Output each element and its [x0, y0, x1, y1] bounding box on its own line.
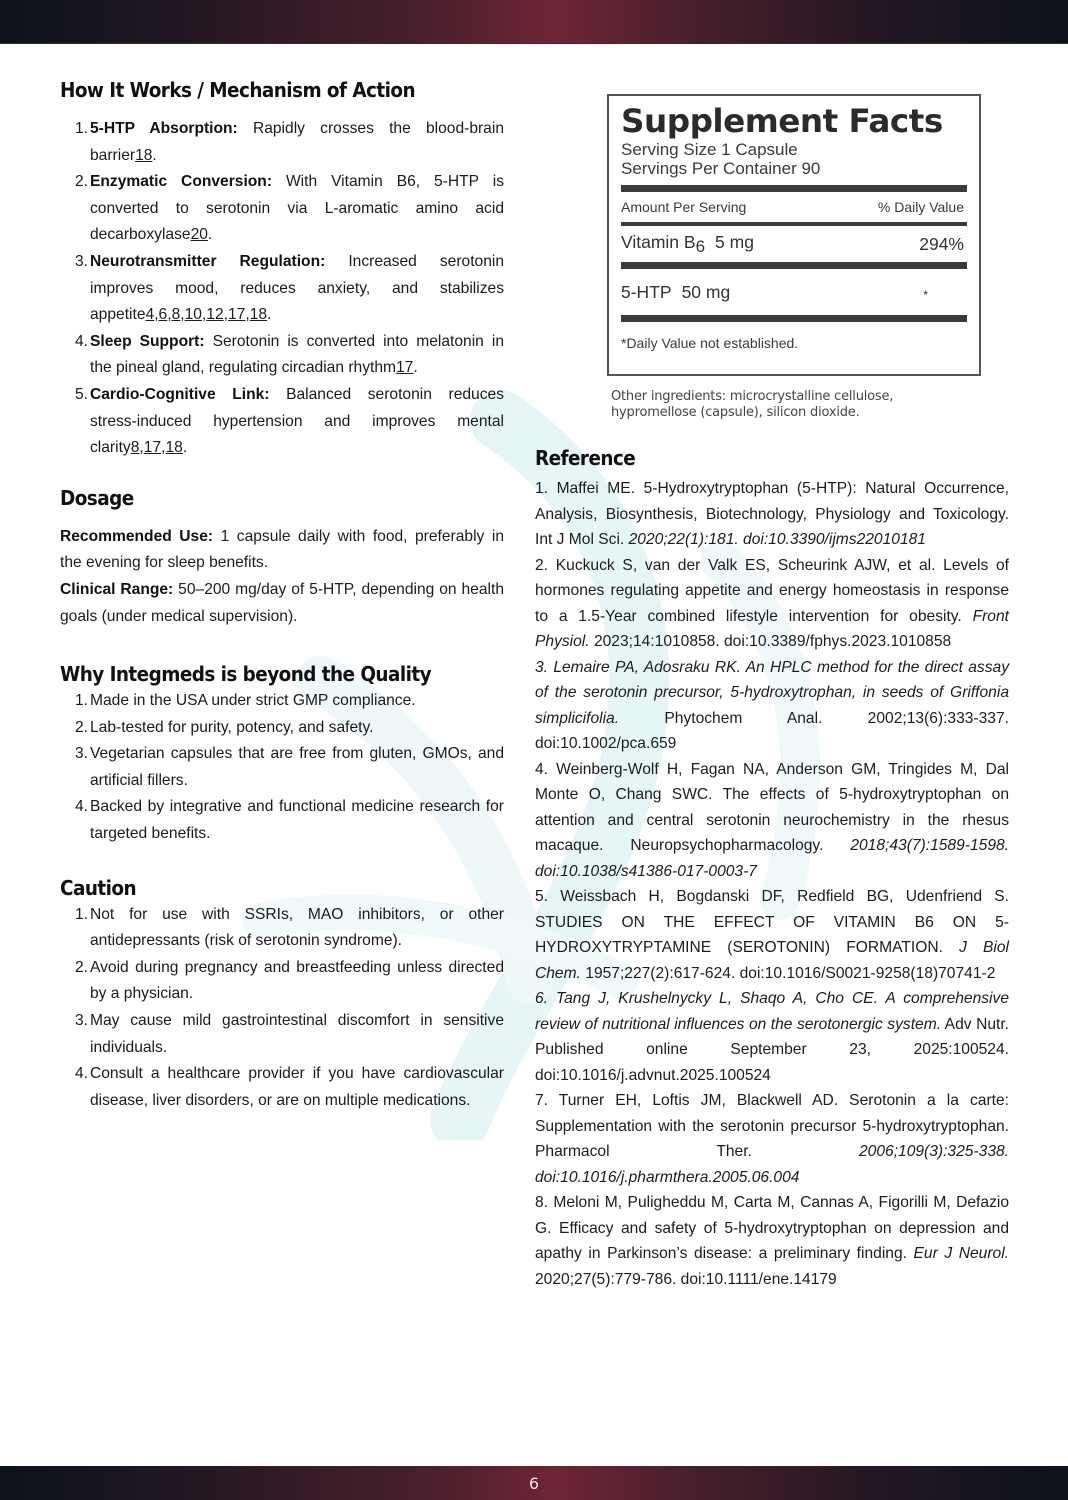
caution-item: [60, 955, 504, 1008]
item-number: 3.: [75, 252, 89, 270]
item-number: 4.: [75, 798, 89, 816]
dosage-section: [60, 486, 504, 630]
nutrient-amount: 50 mg: [681, 281, 731, 302]
item-number: 1.: [75, 692, 89, 710]
facts-title: Supplement Facts: [621, 102, 943, 140]
ref-italic: 2020;22(1):181. doi:10.3390/ijms22010181: [628, 531, 926, 548]
item-label: Neurotransmitter Regulation:: [90, 252, 326, 270]
ref-text: 2020;27(5):779-786. doi:10.1111/ene.14179: [535, 1270, 837, 1288]
why-item: [60, 688, 504, 715]
citation-link[interactable]: 17: [143, 439, 162, 457]
mechanism-item: 5. Cardio-Cognitive Link: Balanced serotonin reduces stress-induced hypertension and improves mental clarity8,17,18.: [60, 382, 504, 462]
ref-italic: 3. Lemaire PA, Adosraku RK. An HPLC method for the direct assay of the serotonin precursor, 5-hydroxytrophan, in seeds of Griffonia simplicifolia.: [535, 658, 1009, 727]
mechanism-item: [60, 329, 504, 382]
ref-italic: 2006;109(3):325-338. doi:10.1016/j.pharmthera.2005.06.004: [535, 1143, 1009, 1186]
item-text: Avoid during pregnancy and breastfeeding unless directed by a physician.: [90, 958, 504, 1003]
mechanism-item: [60, 169, 504, 249]
references-heading: Reference: [535, 446, 636, 470]
why-item: [60, 715, 504, 742]
item-text: Serotonin is converted into melatonin in the pineal gland, regulating circadian rhythm: [90, 332, 504, 377]
item-end: .: [267, 306, 272, 324]
citation-link[interactable]: 17: [228, 306, 246, 324]
ref-text: 1. Maffei ME. 5-Hydroxytryptophan (5-HTP): Natural Occurrence, Analysis, Biosynthesis, Biotechnology, Physiology and Toxicology. Int J Mol Sci.: [535, 480, 1009, 548]
ref-italic: J Biol Chem.: [535, 939, 1009, 982]
ref-italic: 2018;43(7):1589-1598. doi:10.1038/s41386-017-0003-7: [535, 837, 1009, 880]
nutrient-name: Vitamin B: [621, 231, 696, 252]
item-text: Vegetarian capsules that are free from gluten, GMOs, and artificial fillers.: [90, 745, 504, 789]
item-text: Increased serotonin improves mood, reduces anxiety, and stabilizes appetite: [90, 252, 505, 324]
item-number: 2.: [75, 958, 89, 976]
citation-link[interactable]: 8: [130, 439, 140, 457]
nutrient-dv: *: [923, 288, 928, 302]
why-item: [60, 741, 504, 794]
mechanism-list: [60, 116, 504, 462]
facts-footnote: *Daily Value not established.: [621, 335, 799, 351]
item-number: 4.: [75, 332, 89, 350]
nutrient-dv: 294%: [919, 233, 964, 254]
recommended-label: Recommended Use:: [60, 527, 214, 545]
item-text: Not for use with SSRIs, MAO inhibitors, or other antidepressants (risk of serotonin syndrome).: [90, 905, 504, 950]
item-number: 3.: [75, 1012, 89, 1030]
why-integmeds-section: [60, 662, 504, 848]
ref-text: 5. Weissbach H, Bogdanski DF, Redfield BG, Udenfriend S. STUDIES ON THE EFFECT OF VITAMIN B6 ON 5-HYDROXYTRYPTAMINE (SEROTONIN) FORMATION.: [535, 888, 1009, 956]
mechanism-section: [60, 78, 504, 462]
citation-link[interactable]: 8: [171, 306, 181, 324]
clinical-text: 50–200 mg/day of 5-HTP, depending on health goals (under medical supervision).: [60, 580, 504, 625]
serving-size: Serving Size 1 Capsule: [621, 140, 798, 159]
dosage-heading: Dosage: [60, 485, 134, 510]
mechanism-heading: How It Works / Mechanism of Action: [60, 78, 416, 102]
amount-header: Amount Per Serving: [621, 199, 747, 215]
item-end: .: [413, 359, 418, 377]
facts-divider: [621, 185, 967, 192]
item-text: Lab-tested for purity, potency, and safety.: [90, 718, 374, 736]
item-number: 1.: [75, 905, 89, 923]
item-text: Consult a healthcare provider if you have cardiovascular disease, liver disorders, or are on multiple medications.: [90, 1065, 504, 1109]
facts-divider: [621, 315, 967, 322]
item-label: Enzymatic Conversion:: [90, 173, 273, 191]
item-text: With Vitamin B6, 5-HTP is converted to serotonin via L-aromatic amino acid decarboxylase: [90, 173, 504, 244]
reference-item: [535, 476, 1009, 553]
nutrient-row: [621, 226, 967, 262]
item-text: Made in the USA under strict GMP compliance.: [90, 692, 416, 710]
ref-text: Adv Nutr. Published online September 23, 2025:100524. doi:10.1016/j.advnut.2025.100524: [535, 1015, 1009, 1084]
other-ingredients: [611, 389, 991, 421]
mechanism-item: 3. Neurotransmitter Regulation: Increased serotonin improves mood, reduces anxiety, and stabilizes appetite4,6,8,10,12,17,18.: [60, 249, 504, 329]
citation-link[interactable]: 20: [190, 226, 208, 244]
caution-heading: Caution: [60, 875, 137, 900]
recommended-text: 1 capsule daily with food, preferably in the evening for sleep benefits.: [60, 527, 504, 572]
caution-section: [60, 876, 504, 1115]
item-number: 3.: [75, 745, 89, 763]
citation-link[interactable]: 12: [206, 306, 224, 324]
nutrient-row: [621, 269, 967, 315]
item-number: 2.: [75, 718, 89, 736]
nutrient-amount: 5 mg: [715, 231, 754, 252]
item-label: Cardio-Cognitive Link:: [90, 385, 270, 403]
reference-item: [535, 655, 1009, 757]
item-end: .: [152, 146, 157, 164]
facts-header-row: [621, 192, 967, 222]
item-label: Sleep Support:: [90, 332, 205, 350]
caution-item: [60, 1061, 504, 1114]
caution-list: [60, 902, 504, 1115]
item-end: .: [182, 439, 188, 457]
clinical-label: Clinical Range:: [60, 580, 174, 598]
ref-italic: Eur J Neurol.: [913, 1245, 1009, 1262]
ref-text: Phytochem Anal. 2002;13(6):333-337. doi:10.1002/pca.659: [535, 709, 1009, 752]
ref-text: 8. Meloni M, Puligheddu M, Carta M, Cannas A, Figorilli M, Defazio G. Efficacy and safety of 5-hydroxytryptophan on depression and apathy in Parkinson’s disease: a preliminary finding.: [535, 1194, 1009, 1262]
item-number: 2.: [75, 173, 89, 191]
citation-link[interactable]: 17: [396, 359, 414, 377]
why-integmeds-heading: Why Integmeds is beyond the Quality: [60, 662, 432, 687]
ref-italic: 6. Tang J, Krushelnycky L, Shaqo A, Cho CE. A comprehensive review of nutritional influences on the serotonergic system.: [535, 990, 1009, 1033]
item-text: Balanced serotonin reduces stress-induced hypertension and improves mental clarity: [90, 385, 504, 457]
reference-item: [535, 986, 1009, 1088]
facts-divider: [621, 262, 967, 269]
ref-text: 2023;14:1010858. doi:10.3389/fphys.2023.1010858: [589, 633, 952, 650]
reference-item: [535, 884, 1009, 986]
citation-link[interactable]: 18: [249, 306, 268, 324]
left-column: [60, 78, 504, 1114]
citation-link[interactable]: 6: [158, 306, 168, 324]
recommended-use: [60, 524, 504, 577]
caution-item: [60, 902, 504, 955]
ref-text: 2. Kuckuck S, van der Valk ES, Scheurink AJW, et al. Levels of hormones regulating appetite and energy homeostasis in response to a 1.5-Year combined lifestyle intervention for obesity.: [535, 556, 1009, 625]
citation-link[interactable]: 10: [184, 306, 202, 324]
header-band: [0, 0, 1068, 44]
clinical-range: [60, 577, 504, 630]
citation-link[interactable]: 4: [145, 306, 155, 324]
dv-header: % Daily Value: [877, 199, 964, 215]
item-end: .: [207, 226, 213, 244]
item-number: 5.: [75, 385, 89, 403]
ref-italic: Front Physiol.: [535, 607, 1009, 650]
reference-item: [535, 553, 1009, 655]
ref-text: 1957;227(2):617-624. doi:10.1016/S0021-9258(18)70741-2: [580, 964, 996, 982]
supplement-facts-panel: [607, 94, 981, 376]
ref-text: 7. Turner EH, Loftis JM, Blackwell AD. Serotonin a la carte: Supplementation with the serotonin precursor 5-hydroxytryptophan. Pharmacol Ther.: [535, 1092, 1009, 1160]
item-text: May cause mild gastrointestinal discomfort in sensitive individuals.: [90, 1012, 504, 1056]
item-number: 4.: [75, 1065, 89, 1083]
reference-item: [535, 757, 1009, 885]
servings-per-container: Servings Per Container 90: [621, 159, 821, 178]
citation-link[interactable]: 18: [135, 146, 153, 164]
item-number: 1.: [75, 120, 89, 137]
reference-item: [535, 1088, 1009, 1190]
citation-link[interactable]: 18: [165, 439, 183, 457]
nutrient-subscript: 6: [695, 236, 706, 256]
page-number: 6: [528, 1473, 540, 1493]
item-text: Backed by integrative and functional medicine research for targeted benefits.: [90, 798, 504, 843]
other-ingredients-line: Other ingredients: microcrystalline cellulose,: [611, 389, 894, 404]
mechanism-item: [60, 116, 504, 169]
caution-item: [60, 1008, 504, 1061]
why-integmeds-list: [60, 688, 504, 848]
item-label: 5-HTP Absorption:: [90, 120, 238, 137]
references-section: [535, 446, 1009, 1292]
nutrient-name: 5-HTP: [621, 281, 672, 302]
ref-text: 4. Weinberg-Wolf H, Fagan NA, Anderson GM, Tringides M, Dal Monte O, Chang SWC. The effects of 5-hydroxytryptophan on attention and central serotonin neurochemistry in the rhesus macaque. Neuropsychopharmacology.: [535, 760, 1009, 854]
footer-band: [0, 1466, 1068, 1500]
reference-item: [535, 1190, 1009, 1292]
why-item: [60, 794, 504, 847]
other-ingredients-line: hypromellose (capsule), silicon dioxide.: [611, 405, 860, 420]
item-text: Rapidly crosses the blood-brain barrier: [90, 120, 504, 164]
